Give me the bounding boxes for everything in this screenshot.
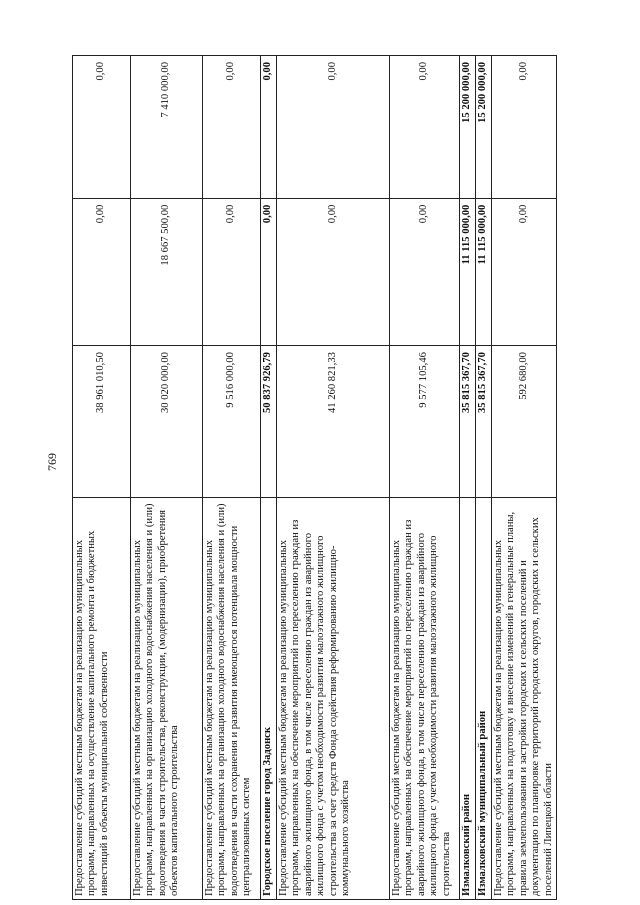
table-row [390,56,460,900]
table-row-subtotal [476,56,492,900]
table-row [492,56,557,900]
row-value-2: 0,00 [277,198,390,345]
row-value-2: 18 667 500,00 [131,198,203,345]
row-description: Предоставление субсидий местным бюджетам на реализацию муниципальных программ, направленных на подготовку и внесение изменений в генеральные планы, правила землепользования и застройки городских и сельских поселений и документацию по планировке территорий городских округов, городских и сельских поселений Липецкой области [492,498,557,900]
table-row [203,56,261,900]
page-number: 769 [45,453,59,471]
table-row [73,56,131,900]
row-value-3: 0,00 [390,56,460,199]
table-row-subtotal [460,56,476,900]
row-value-3: 0,00 [277,56,390,199]
row-value-2: 11 115 000,00 [476,198,492,345]
row-value-1: 35 815 367,70 [476,346,492,498]
row-value-3: 7 410 000,00 [131,56,203,199]
table-row-subtotal [261,56,277,900]
row-description: Предоставление субсидий местным бюджетам на реализацию муниципальных программ, направленных на обеспечение мероприятий по переселению граждан из аварийного жилищного фонда, в том числе переселению граждан из аварийного жилищного фонда с учетом необходимости развития малоэтажного жилищного строительства за счет средств Фонда содействия реформированию жилищно-коммунального хозяйства [277,498,390,900]
row-value-1: 41 260 821,33 [277,346,390,498]
row-description: Предоставление субсидий местным бюджетам на реализацию муниципальных программ, направленных на осуществление капитального ремонта и бюджетных инвестиций в объекты муниципальной собственности [73,498,131,900]
row-value-2: 0,00 [492,198,557,345]
row-description: Предоставление субсидий местным бюджетам на реализацию муниципальных программ, направленных на обеспечение мероприятий по переселению граждан из аварийного жилищного фонда, в том числе переселению граждан из аварийного жилищного фонда с учетом необходимости развития малоэтажного жилищного строительства [390,498,460,900]
row-description: Измалковский муниципальный район [476,498,492,900]
row-value-1: 9 577 105,46 [390,346,460,498]
row-value-1: 35 815 367,70 [460,346,476,498]
row-value-3: 15 200 000,00 [476,56,492,199]
row-value-1: 592 680,00 [492,346,557,498]
row-value-3: 0,00 [261,56,277,199]
row-value-1: 38 961 010,50 [73,346,131,498]
row-value-2: 11 115 000,00 [460,198,476,345]
row-value-3: 0,00 [73,56,131,199]
row-value-2: 0,00 [261,198,277,345]
rotated-page-content [72,55,554,900]
row-description: Предоставление субсидий местным бюджетам на реализацию муниципальных программ, направленных на организацию холодного водоснабжения населения и (или) водоотведения в части сохранения и развития имеющегося потенциала мощности централизованных систем [203,498,261,900]
row-value-2: 0,00 [73,198,131,345]
row-value-2: 0,00 [390,198,460,345]
budget-table [72,55,557,900]
row-value-1: 50 837 926,79 [261,346,277,498]
row-description: Измалковский район [460,498,476,900]
row-description: Городское поселение город Задонск [261,498,277,900]
row-description: Предоставление субсидий местным бюджетам на реализацию муниципальных программ, направленных на организацию холодного водоснабжения населения и (или) водоотведения в части строительства, реконструкции, (модернизации), приобретения объектов капитального строительства [131,498,203,900]
row-value-3: 0,00 [203,56,261,199]
table-row [277,56,390,900]
row-value-3: 15 200 000,00 [460,56,476,199]
row-value-3: 0,00 [492,56,557,199]
table-row [131,56,203,900]
table-wrap [72,55,554,900]
row-value-1: 9 516 000,00 [203,346,261,498]
row-value-2: 0,00 [203,198,261,345]
row-value-1: 30 020 000,00 [131,346,203,498]
